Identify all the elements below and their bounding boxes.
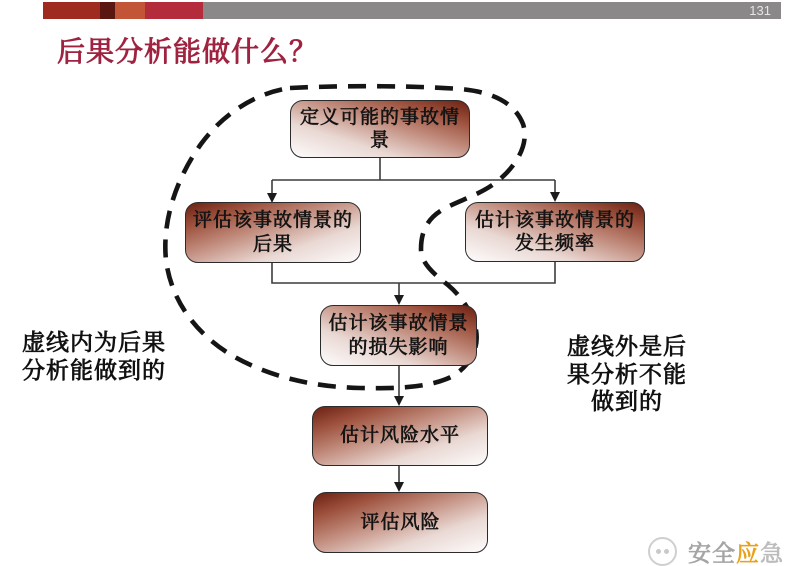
watermark-logo xyxy=(648,537,784,566)
note-line: 分析能做到的 xyxy=(22,357,166,383)
note-inside-dashed-line xyxy=(22,329,166,384)
note-line: 虚线外是后 xyxy=(567,334,687,359)
flow-box-assess-consequence xyxy=(185,202,361,263)
flow-box-estimate-risk-level xyxy=(312,406,488,466)
flow-box-label: 估计该事故情景的 xyxy=(474,209,635,231)
flow-box-label: 景 xyxy=(369,130,390,151)
flow-box-label: 的损失影响 xyxy=(348,336,449,358)
flow-box-label: 估计风险水平 xyxy=(339,425,460,447)
flow-box-label: 定义可能的事故情 xyxy=(299,106,460,128)
flow-box-estimate-loss-impact xyxy=(320,305,477,366)
watermark-char: 应 xyxy=(736,541,760,566)
watermark-char: 急 xyxy=(760,541,784,566)
note-line: 果分析不能 xyxy=(567,361,687,387)
slide-title: 后果分析能做什么？ xyxy=(57,37,319,68)
flow-box-label: 评估该事故情景的 xyxy=(192,210,353,232)
flow-box-evaluate-risk xyxy=(313,492,488,553)
note-outside-dashed-line xyxy=(543,333,711,416)
flow-box-estimate-frequency xyxy=(465,202,645,262)
page-number: 131 xyxy=(749,3,771,18)
flow-box-label: 估计该事故情景 xyxy=(328,313,469,335)
flow-box-label: 发生频率 xyxy=(514,233,595,254)
mascot-face-icon xyxy=(648,537,677,566)
watermark-char: 安 xyxy=(688,541,712,566)
flow-box-label: 评估风险 xyxy=(360,511,441,533)
note-line: 虚线内为后果 xyxy=(22,330,166,355)
watermark-text xyxy=(688,537,784,565)
note-line: 做到的 xyxy=(591,389,663,415)
watermark-char: 全 xyxy=(712,541,736,566)
flow-box-label: 后果 xyxy=(252,233,293,255)
flow-box-define-scenario xyxy=(290,100,470,158)
